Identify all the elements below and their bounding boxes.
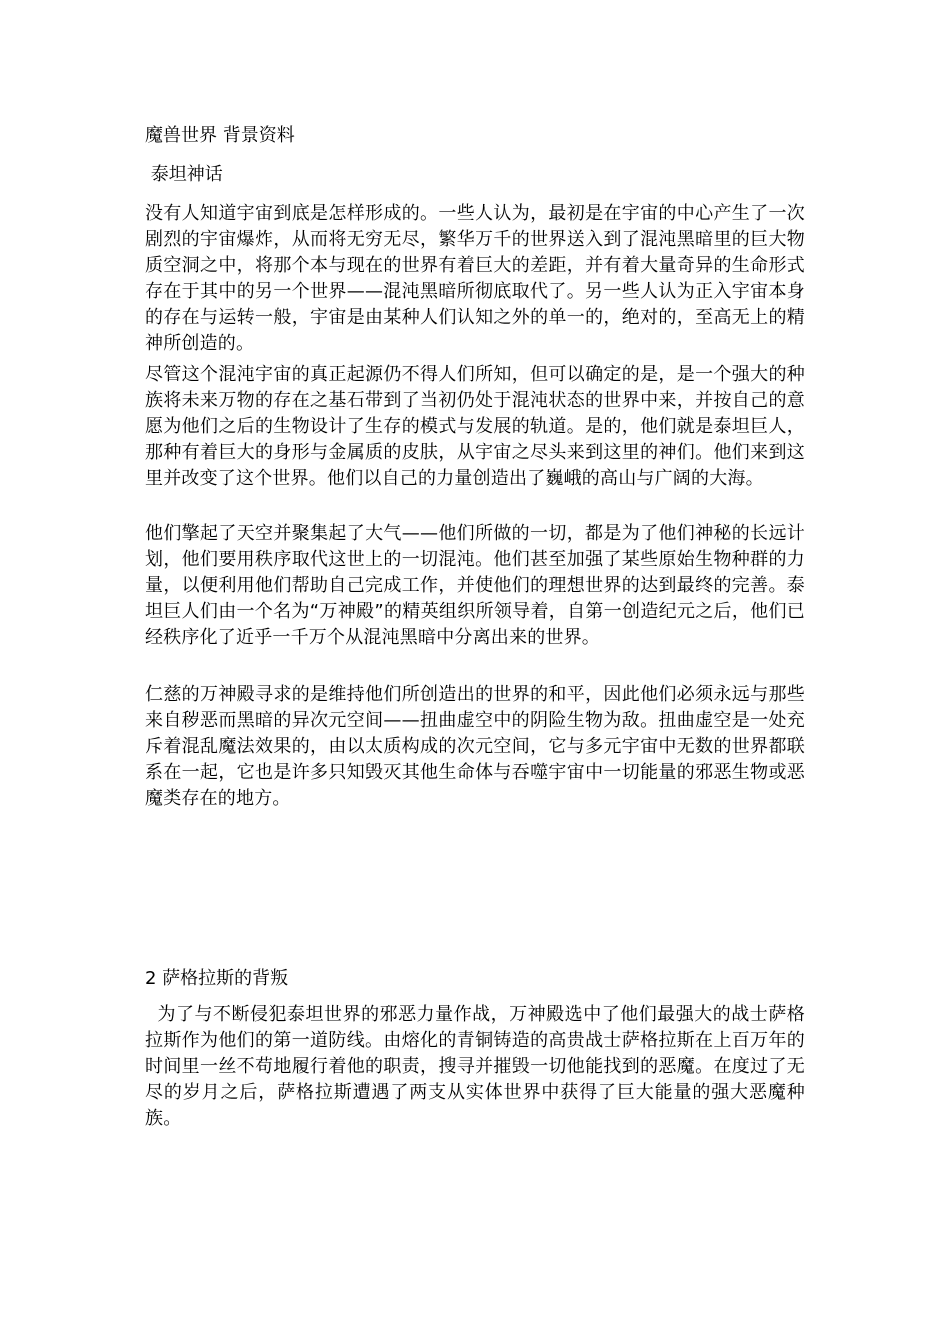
section-heading-titan-myth: 泰坦神话	[145, 164, 223, 185]
paragraph: 仁慈的万神殿寻求的是维持他们所创造出的世界的和平，因此他们必须永远与那些来自秽恶而黑暗的异次元空间——扭曲虚空中的阴险生物为敌。扭曲虚空是一处充斥着混乱魔法效果的，由以太质构成的次元空间，它与多元宇宙中无数的世界都联系在一起，它也是许多只知毁灭其他生命体与吞噬宇宙中一切能量的邪恶生物或恶魔类存在的地方。	[145, 684, 805, 809]
section-heading-betrayal: 2 萨格拉斯的背叛	[145, 968, 289, 989]
paragraph: 尽管这个混沌宇宙的真正起源仍不得人们所知，但可以确定的是，是一个强大的种族将未来万物的存在之基石带到了当初仍处于混沌状态的世界中来，并按自己的意愿为他们之后的生物设计了生存的模式与发展的轨道。是的，他们就是泰坦巨人，那种有着巨大的身形与金属质的皮肤，从宇宙之尽头来到这里的神们。他们来到这里并改变了这个世界。他们以自己的力量创造出了巍峨的高山与广阔的大海。	[145, 364, 805, 489]
document-title: 魔兽世界 背景资料	[145, 125, 295, 146]
paragraph: 他们擎起了天空并聚集起了大气——他们所做的一切，都是为了他们神秘的长远计划，他们要用秩序取代这世上的一切混沌。他们甚至加强了某些原始生物种群的力量，以便利用他们帮助自己完成工作，并使他们的理想世界的达到最终的完善。泰坦巨人们由一个名为“万神殿”的精英组织所领导着，自第一创造纪元之后，他们已经秩序化了近乎一千万个从混沌黑暗中分离出来的世界。	[145, 523, 805, 648]
paragraph: 为了与不断侵犯泰坦世界的邪恶力量作战，万神殿选中了他们最强大的战士萨格拉斯作为他们的第一道防线。由熔化的青铜铸造的高贵战士萨格拉斯在上百万年的时间里一丝不苟地履行着他的职责，搜寻并摧毁一切他能找到的恶魔。在度过了无尽的岁月之后，萨格拉斯遭遇了两支从实体世界中获得了巨大能量的强大恶魔种族。	[145, 1004, 806, 1129]
paragraph: 没有人知道宇宙到底是怎样形成的。一些人认为，最初是在宇宙的中心产生了一次剧烈的宇宙爆炸，从而将无穷无尽，繁华万千的世界送入到了混沌黑暗里的巨大物质空洞之中，将那个本与现在的世界有着巨大的差距，并有着大量奇异的生命形式存在于其中的另一个世界——混沌黑暗所彻底取代了。另一些人认为正入宇宙本身的存在与运转一般，宇宙是由某种人们认知之外的单一的，绝对的，至高无上的精神所创造的。	[145, 203, 805, 354]
